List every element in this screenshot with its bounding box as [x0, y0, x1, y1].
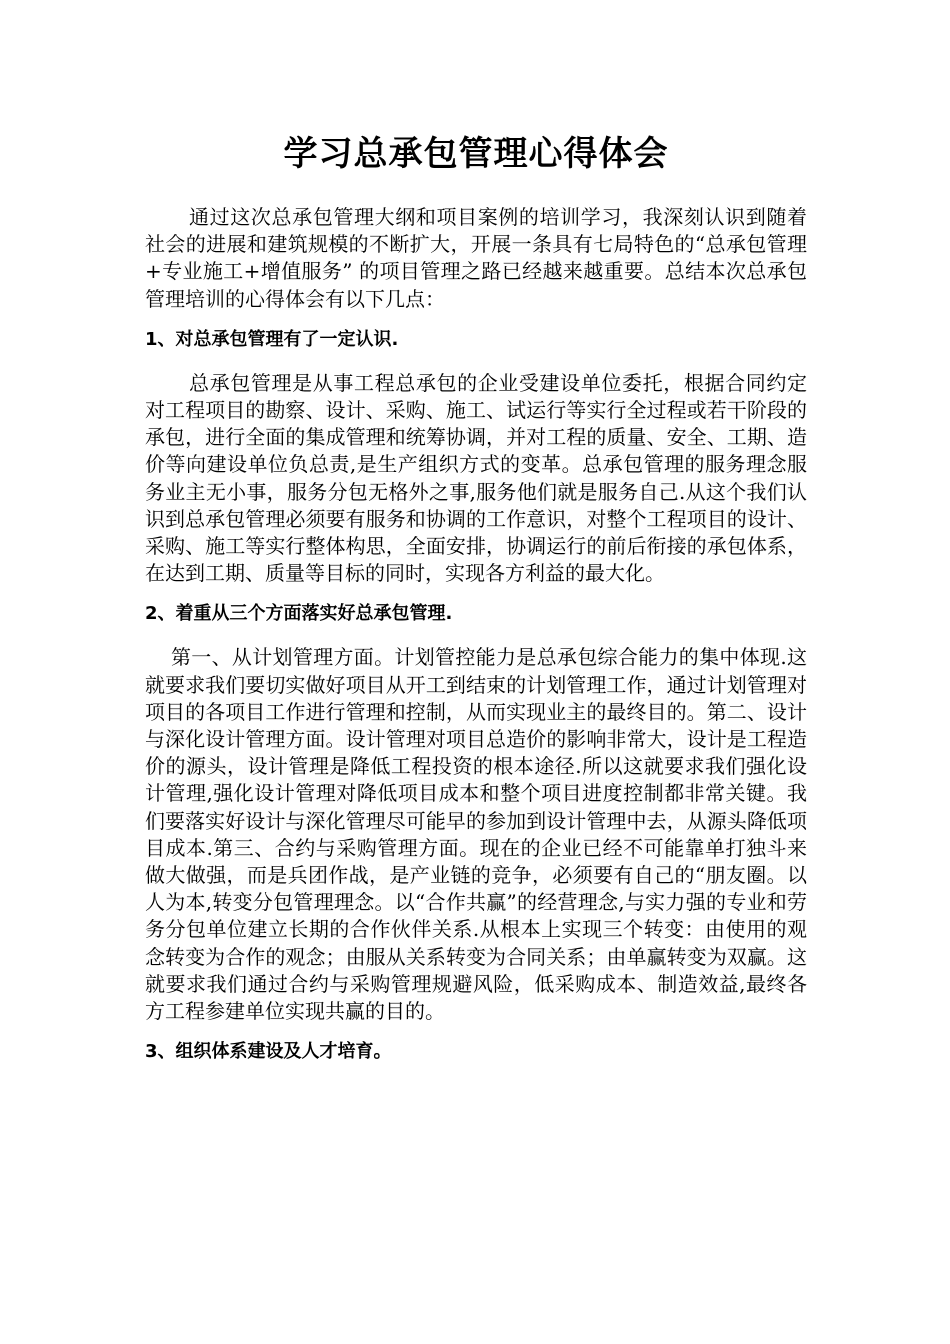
document-page — [145, 118, 807, 1065]
section-2-paragraph: 第一、从计划管理方面。计划管控能力是总承包综合能力的集中体现.这就要求我们要切实做好项目从开工到结束的计划管理工作，通过计划管理对项目的各项目工作进行管理和控制，从而实现业主的最终目的。第二、设计与深化设计管理方面。设计管理对项目总造价的影响非常大，设计是工程造价的源头，设计管理是降低工程投资的根本途径.所以这就要求我们强化设计管理,强化设计管理对降低项目成本和整个项目进度控制都非常关键。我们要落实好设计与深化管理尽可能早的参加到设计管理中去，从源头降低项目成本.第三、合约与采购管理方面。现在的企业已经不可能靠单打独斗来做大做强，而是兵团作战，是产业链的竞争，必须要有自己的“朋友圈。以人为本,转变分包管理理念。以“合作共赢”的经营理念,与实力强的专业和劳务分包单位建立长期的合作伙伴关系.从根本上实现三个转变：由使用的观念转变为合作的观念；由服从关系转变为合同关系；由单赢转变为双赢。这就要求我们通过合约与采购管理规避风险，低采购成本、制造效益,最终各方工程参建单位实现共赢的目的。 — [145, 645, 807, 1024]
section-1-heading: 1、对总承包管理有了一定认识. — [145, 328, 399, 350]
document-title: 学习总承包管理心得体会 — [283, 134, 669, 174]
section-1-paragraph: 总承包管理是从事工程总承包的企业受建设单位委托，根据合同约定对工程项目的勘察、设计、采购、施工、试运行等实行全过程或若干阶段的承包，进行全面的集成管理和统筹协调，并对工程的质量、安全、工期、造价等向建设单位负总责,是生产组织方式的变革。总承包管理的服务理念服务业主无小事，服务分包无格外之事,服务他们就是服务自己.从这个我们认识到总承包管理必须要有服务和协调的工作意识，对整个工程项目的设计、采购、施工等实行整体构思，全面安排，协调运行的前后衔接的承包体系，在达到工期、质量等目标的同时，实现各方利益的最大化。 — [145, 370, 807, 586]
section-2-heading: 2、着重从三个方面落实好总承包管理. — [145, 603, 453, 625]
section-3-heading: 3、组织体系建设及人才培育。 — [145, 1041, 392, 1063]
intro-paragraph: 通过这次总承包管理大纲和项目案例的培训学习，我深刻认识到随着社会的进展和建筑规模的不断扩大，开展一条具有七局特色的“总承包管理+专业施工+增值服务” 的项目管理之路已经越来越重要。总结本次总承包管理培训的心得体会有以下几点： — [145, 205, 807, 311]
